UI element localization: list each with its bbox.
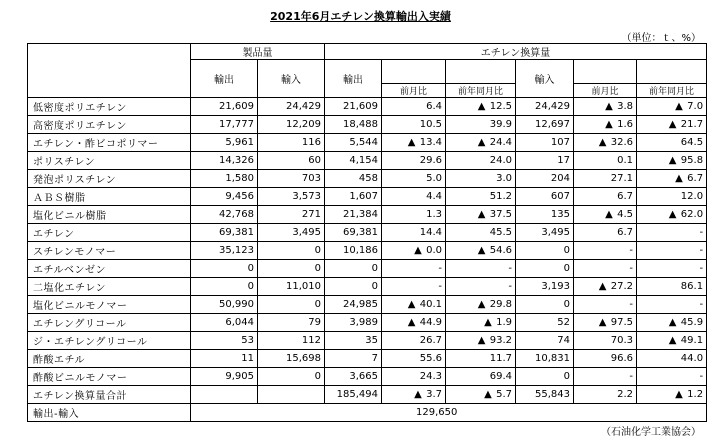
decrease-triangle-icon: ▲ xyxy=(675,101,683,112)
import-mom xyxy=(574,260,637,278)
export-mom-value: - xyxy=(438,263,442,274)
import-yoy xyxy=(637,260,707,278)
export-yoy xyxy=(446,224,516,242)
import-yoy-value: 6.7 xyxy=(687,173,704,184)
export-mom-value: 6.4 xyxy=(426,101,442,112)
export-mom-value: 13.4 xyxy=(419,137,442,148)
import-yoy xyxy=(637,242,707,260)
import-mom xyxy=(574,152,637,170)
table-row xyxy=(28,206,707,224)
export-mom xyxy=(382,206,446,224)
decrease-triangle-icon: ▲ xyxy=(477,299,486,310)
decrease-triangle-icon: ▲ xyxy=(407,299,416,310)
table-row xyxy=(28,224,707,242)
export-yoy-value: 93.2 xyxy=(489,335,512,346)
product-export: 1,580 xyxy=(191,170,258,188)
product-group-header: 製品量 xyxy=(191,44,325,60)
ethylene-export: 5,544 xyxy=(325,134,382,152)
import-mom xyxy=(574,98,637,116)
ethylene-import: 24,429 xyxy=(516,98,574,116)
ethylene-export: 24,985 xyxy=(325,296,382,314)
import-mom-value: 97.5 xyxy=(610,317,633,328)
export-mom-value: 29.6 xyxy=(419,155,442,166)
import-yoy xyxy=(637,170,707,188)
decrease-triangle-icon: ▲ xyxy=(407,137,416,148)
export-mom xyxy=(382,98,446,116)
decrease-triangle-icon: ▲ xyxy=(668,209,677,220)
import-yoy xyxy=(637,134,707,152)
ethylene-export: 3,665 xyxy=(325,368,382,386)
item-name: エチルベンゼン xyxy=(28,260,191,278)
table-row xyxy=(28,134,707,152)
export-mom-value: - xyxy=(438,281,442,292)
export-yoy-value: - xyxy=(508,263,512,274)
export-yoy xyxy=(446,152,516,170)
decrease-triangle-icon: ▲ xyxy=(477,335,486,346)
import-yoy xyxy=(637,206,707,224)
eth-export-header: 輸出 xyxy=(325,60,382,98)
product-import: 703 xyxy=(258,170,325,188)
decrease-triangle-icon: ▲ xyxy=(477,209,486,220)
decrease-triangle-icon: ▲ xyxy=(484,317,492,328)
ethylene-export: 18,488 xyxy=(325,116,382,134)
import-yoy-value: - xyxy=(699,299,704,310)
decrease-triangle-icon: ▲ xyxy=(484,389,492,400)
total-ethylene-export: 185,494 xyxy=(325,386,382,404)
product-import: 271 xyxy=(258,206,325,224)
decrease-triangle-icon: ▲ xyxy=(477,245,486,256)
export-mom xyxy=(382,368,446,386)
export-yoy xyxy=(446,188,516,206)
export-yoy-value: 12.5 xyxy=(489,101,512,112)
export-mom xyxy=(382,188,446,206)
export-yoy-value: 51.2 xyxy=(489,191,512,202)
import-yoy xyxy=(637,314,707,332)
export-mom xyxy=(382,242,446,260)
import-yoy-value: 86.1 xyxy=(680,281,704,292)
product-export: 42,768 xyxy=(191,206,258,224)
total-import-yoy xyxy=(637,386,707,404)
total-label: エチレン換算量合計 xyxy=(28,386,191,404)
import-mom-value: 27.1 xyxy=(610,173,633,184)
import-yoy xyxy=(637,98,707,116)
import-mom-value: - xyxy=(629,263,633,274)
import-mom-value: - xyxy=(629,371,633,382)
product-import: 24,429 xyxy=(258,98,325,116)
export-mom-value: 14.4 xyxy=(419,227,442,238)
export-yoy xyxy=(446,296,516,314)
export-mom xyxy=(382,332,446,350)
ethylene-import: 607 xyxy=(516,188,574,206)
export-yoy-value: 39.9 xyxy=(489,119,512,130)
item-name: ＡＢＳ樹脂 xyxy=(28,188,191,206)
decrease-triangle-icon: ▲ xyxy=(477,101,486,112)
ethylene-export: 0 xyxy=(325,278,382,296)
product-export: 50,990 xyxy=(191,296,258,314)
decrease-triangle-icon: ▲ xyxy=(598,137,607,148)
eth-export-mom-spacer xyxy=(382,60,446,84)
import-mom xyxy=(574,116,637,134)
ethylene-import: 3,495 xyxy=(516,224,574,242)
total-product-export xyxy=(191,386,258,404)
export-yoy xyxy=(446,206,516,224)
import-yoy-value: - xyxy=(699,227,704,238)
export-yoy xyxy=(446,242,516,260)
ethylene-import: 10,831 xyxy=(516,350,574,368)
import-mom-value: 70.3 xyxy=(610,335,633,346)
export-yoy xyxy=(446,98,516,116)
total-import-yoy-value: 1.2 xyxy=(687,389,704,400)
import-mom xyxy=(574,296,637,314)
import-mom xyxy=(574,242,637,260)
import-yoy-value: 95.8 xyxy=(680,155,704,166)
export-yoy xyxy=(446,332,516,350)
import-mom xyxy=(574,332,637,350)
item-name: 低密度ポリエチレン xyxy=(28,98,191,116)
table-row xyxy=(28,116,707,134)
import-mom-value: 96.6 xyxy=(610,353,633,364)
eth-import-header: 輸入 xyxy=(516,60,574,98)
eth-import-yoy-spacer xyxy=(637,60,707,84)
table-row xyxy=(28,98,707,116)
import-yoy-value: - xyxy=(699,245,704,256)
decrease-triangle-icon: ▲ xyxy=(675,389,683,400)
import-mom-value: - xyxy=(629,299,633,310)
export-mom xyxy=(382,350,446,368)
export-yoy-value: 45.5 xyxy=(489,227,512,238)
decrease-triangle-icon: ▲ xyxy=(598,281,607,292)
export-mom-value: 44.9 xyxy=(419,317,442,328)
export-mom xyxy=(382,296,446,314)
table-row xyxy=(28,350,707,368)
import-mom xyxy=(574,278,637,296)
ethylene-import: 0 xyxy=(516,260,574,278)
ethylene-import: 0 xyxy=(516,296,574,314)
product-export: 6,044 xyxy=(191,314,258,332)
export-mom-value: 24.3 xyxy=(419,371,442,382)
ethylene-export: 21,609 xyxy=(325,98,382,116)
export-yoy xyxy=(446,350,516,368)
ethylene-export: 1,607 xyxy=(325,188,382,206)
product-export: 9,456 xyxy=(191,188,258,206)
decrease-triangle-icon: ▲ xyxy=(605,209,613,220)
import-yoy xyxy=(637,188,707,206)
ethylene-group-header: エチレン換算量 xyxy=(325,44,707,60)
decrease-triangle-icon: ▲ xyxy=(407,317,416,328)
product-export: 14,326 xyxy=(191,152,258,170)
ethylene-import: 52 xyxy=(516,314,574,332)
product-import: 60 xyxy=(258,152,325,170)
import-mom xyxy=(574,188,637,206)
product-import: 112 xyxy=(258,332,325,350)
export-mom-header: 前月比 xyxy=(382,84,446,98)
ethylene-import: 204 xyxy=(516,170,574,188)
ethylene-export: 10,186 xyxy=(325,242,382,260)
item-name: 塩化ビニル樹脂 xyxy=(28,206,191,224)
import-yoy-header: 前年同月比 xyxy=(637,84,707,98)
export-yoy-value: 11.7 xyxy=(489,353,512,364)
export-mom xyxy=(382,152,446,170)
export-mom-value: 40.1 xyxy=(419,299,442,310)
item-name: 高密度ポリエチレン xyxy=(28,116,191,134)
product-import: 116 xyxy=(258,134,325,152)
export-yoy xyxy=(446,116,516,134)
import-mom xyxy=(574,170,637,188)
eth-import-mom-spacer xyxy=(574,60,637,84)
item-name: ポリスチレン xyxy=(28,152,191,170)
product-export: 9,905 xyxy=(191,368,258,386)
export-mom xyxy=(382,278,446,296)
export-mom xyxy=(382,116,446,134)
table-row xyxy=(28,296,707,314)
table-row xyxy=(28,152,707,170)
ethylene-export: 458 xyxy=(325,170,382,188)
import-mom xyxy=(574,368,637,386)
total-import-mom-value: 2.2 xyxy=(617,389,633,400)
export-header: 輸出 xyxy=(191,60,258,98)
export-yoy xyxy=(446,314,516,332)
decrease-triangle-icon: ▲ xyxy=(414,245,422,256)
product-import: 0 xyxy=(258,242,325,260)
export-yoy xyxy=(446,278,516,296)
item-name: 酢酸エチル xyxy=(28,350,191,368)
ethylene-import: 3,193 xyxy=(516,278,574,296)
export-yoy-value: 54.6 xyxy=(489,245,512,256)
import-yoy-value: 44.0 xyxy=(680,353,704,364)
product-import: 0 xyxy=(258,260,325,278)
import-yoy-value: 12.0 xyxy=(680,191,704,202)
source-note: （石油化学工業協会） xyxy=(601,427,701,438)
export-yoy xyxy=(446,134,516,152)
product-import: 0 xyxy=(258,296,325,314)
decrease-triangle-icon: ▲ xyxy=(598,317,607,328)
product-export: 5,961 xyxy=(191,134,258,152)
item-name: 二塩化エチレン xyxy=(28,278,191,296)
import-mom-value: 1.6 xyxy=(617,119,633,130)
import-mom-value: 4.5 xyxy=(617,209,633,220)
table-row xyxy=(28,260,707,278)
product-export: 0 xyxy=(191,260,258,278)
table-row xyxy=(28,242,707,260)
import-mom-value: 6.7 xyxy=(617,191,633,202)
net-label: 輸出-輸入 xyxy=(28,404,191,422)
ethylene-export: 4,154 xyxy=(325,152,382,170)
unit-note: （単位：ｔ、%） xyxy=(621,33,701,44)
import-yoy xyxy=(637,350,707,368)
decrease-triangle-icon: ▲ xyxy=(675,173,683,184)
ethylene-import: 0 xyxy=(516,368,574,386)
table-row xyxy=(28,314,707,332)
ethylene-import: 74 xyxy=(516,332,574,350)
total-row xyxy=(28,386,707,404)
decrease-triangle-icon: ▲ xyxy=(605,101,613,112)
export-mom xyxy=(382,134,446,152)
ethylene-export: 69,381 xyxy=(325,224,382,242)
decrease-triangle-icon: ▲ xyxy=(605,119,613,130)
ethylene-import: 0 xyxy=(516,242,574,260)
import-yoy xyxy=(637,278,707,296)
export-yoy-value: - xyxy=(508,281,512,292)
product-import: 0 xyxy=(258,368,325,386)
export-mom-value: 4.4 xyxy=(426,191,442,202)
import-yoy xyxy=(637,152,707,170)
export-mom-value: 5.0 xyxy=(426,173,442,184)
total-ethylene-import: 55,843 xyxy=(516,386,574,404)
decrease-triangle-icon: ▲ xyxy=(668,317,677,328)
export-import-table xyxy=(27,43,707,422)
table-row xyxy=(28,332,707,350)
ethylene-import: 12,697 xyxy=(516,116,574,134)
import-mom-value: 3.8 xyxy=(617,101,633,112)
net-row xyxy=(28,404,707,422)
ethylene-export: 0 xyxy=(325,260,382,278)
ethylene-import: 135 xyxy=(516,206,574,224)
import-yoy xyxy=(637,116,707,134)
export-yoy-value: 69.4 xyxy=(489,371,512,382)
import-mom-value: 6.7 xyxy=(617,227,633,238)
import-yoy xyxy=(637,332,707,350)
import-yoy-value: 49.1 xyxy=(680,335,704,346)
total-export-yoy xyxy=(446,386,516,404)
product-export: 21,609 xyxy=(191,98,258,116)
import-mom xyxy=(574,314,637,332)
product-export: 35,123 xyxy=(191,242,258,260)
import-mom-value: - xyxy=(629,245,633,256)
export-yoy-value: 3.0 xyxy=(496,173,512,184)
export-mom-value: 1.3 xyxy=(426,209,442,220)
item-name: エチレングリコール xyxy=(28,314,191,332)
table-row xyxy=(28,188,707,206)
export-yoy-value: 1.9 xyxy=(496,317,512,328)
product-export: 17,777 xyxy=(191,116,258,134)
export-yoy-value: 24.0 xyxy=(489,155,512,166)
item-name: 酢酸ビニルモノマー xyxy=(28,368,191,386)
import-yoy xyxy=(637,224,707,242)
import-yoy xyxy=(637,296,707,314)
item-name: 発泡ポリスチレン xyxy=(28,170,191,188)
ethylene-export: 21,384 xyxy=(325,206,382,224)
total-export-yoy-value: 5.7 xyxy=(496,389,512,400)
item-header-blank xyxy=(28,44,191,98)
ethylene-export: 3,989 xyxy=(325,314,382,332)
item-name: エチレン・酢ビコポリマー xyxy=(28,134,191,152)
import-yoy-value: 62.0 xyxy=(680,209,704,220)
import-mom xyxy=(574,350,637,368)
export-mom xyxy=(382,260,446,278)
import-yoy-value: - xyxy=(699,371,704,382)
total-product-import xyxy=(258,386,325,404)
import-yoy-value: 45.9 xyxy=(680,317,704,328)
ethylene-import: 17 xyxy=(516,152,574,170)
decrease-triangle-icon: ▲ xyxy=(477,137,486,148)
import-yoy-value: 21.7 xyxy=(680,119,704,130)
export-yoy-value: 29.8 xyxy=(489,299,512,310)
item-name: エチレン xyxy=(28,224,191,242)
export-yoy-value: 24.4 xyxy=(489,137,512,148)
eth-export-yoy-spacer xyxy=(446,60,516,84)
import-yoy-value: 7.0 xyxy=(687,101,704,112)
decrease-triangle-icon: ▲ xyxy=(414,389,422,400)
product-import: 3,495 xyxy=(258,224,325,242)
item-name: 塩化ビニルモノマー xyxy=(28,296,191,314)
import-mom-value: 27.2 xyxy=(610,281,633,292)
product-export: 0 xyxy=(191,278,258,296)
export-mom-value: 0.0 xyxy=(426,245,442,256)
export-mom-value: 26.7 xyxy=(419,335,442,346)
decrease-triangle-icon: ▲ xyxy=(668,335,677,346)
product-export: 53 xyxy=(191,332,258,350)
ethylene-export: 7 xyxy=(325,350,382,368)
product-export: 11 xyxy=(191,350,258,368)
decrease-triangle-icon: ▲ xyxy=(668,155,677,166)
export-mom-value: 10.5 xyxy=(419,119,442,130)
product-import: 11,010 xyxy=(258,278,325,296)
import-mom-value: 32.6 xyxy=(610,137,633,148)
import-yoy-value: 64.5 xyxy=(680,137,704,148)
report-title: 2021年6月エチレン換算輸出入実績 xyxy=(270,10,451,23)
product-import: 3,573 xyxy=(258,188,325,206)
import-header: 輸入 xyxy=(258,60,325,98)
ethylene-import: 107 xyxy=(516,134,574,152)
table-row xyxy=(28,170,707,188)
import-mom-value: 0.1 xyxy=(617,155,633,166)
total-export-mom xyxy=(382,386,446,404)
ethylene-export: 35 xyxy=(325,332,382,350)
import-mom-header: 前月比 xyxy=(574,84,637,98)
total-export-mom-value: 3.7 xyxy=(426,389,442,400)
import-mom xyxy=(574,206,637,224)
export-mom xyxy=(382,314,446,332)
decrease-triangle-icon: ▲ xyxy=(668,119,677,130)
export-yoy-header: 前年同月比 xyxy=(446,84,516,98)
export-yoy-value: 37.5 xyxy=(489,209,512,220)
table-row xyxy=(28,368,707,386)
total-import-mom xyxy=(574,386,637,404)
import-yoy-value: - xyxy=(699,263,704,274)
item-name: スチレンモノマー xyxy=(28,242,191,260)
import-yoy xyxy=(637,368,707,386)
export-mom-value: 55.6 xyxy=(419,353,442,364)
export-yoy xyxy=(446,368,516,386)
export-yoy xyxy=(446,260,516,278)
export-yoy xyxy=(446,170,516,188)
table-row xyxy=(28,278,707,296)
export-mom xyxy=(382,170,446,188)
product-export: 69,381 xyxy=(191,224,258,242)
product-import: 12,209 xyxy=(258,116,325,134)
export-mom xyxy=(382,224,446,242)
item-name: ジ・エチレングリコール xyxy=(28,332,191,350)
import-mom xyxy=(574,224,637,242)
net-value: 129,650 xyxy=(191,404,707,422)
product-import: 79 xyxy=(258,314,325,332)
import-mom xyxy=(574,134,637,152)
product-import: 15,698 xyxy=(258,350,325,368)
